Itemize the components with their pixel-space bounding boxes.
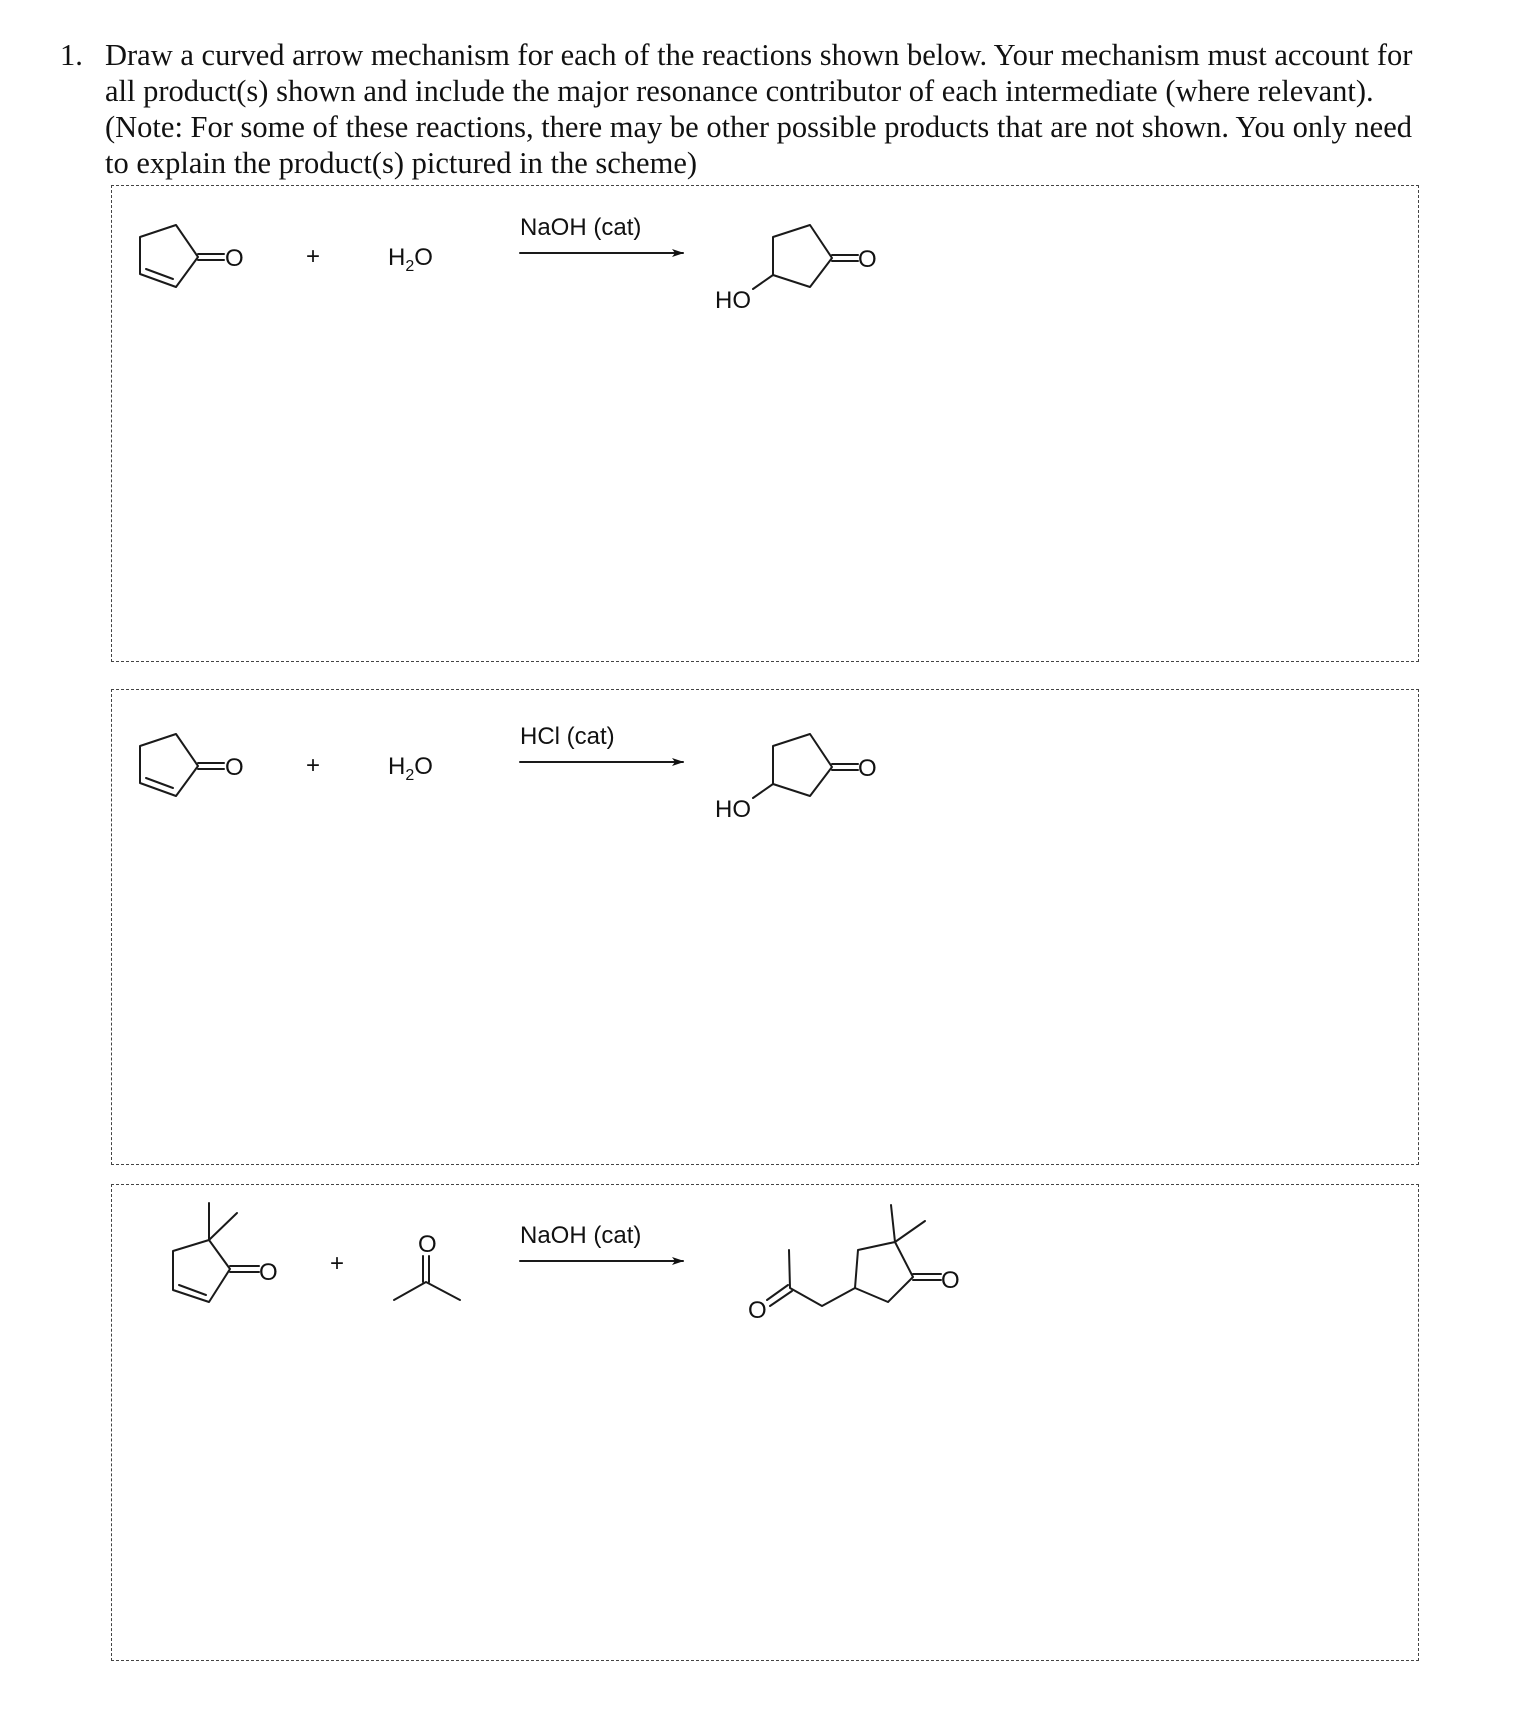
question-line-2: all product(s) shown and include the major resonance contributor of each intermediate (where relevant). — [105, 74, 1374, 108]
oxygen-label: O — [225, 245, 244, 272]
reactant-dimethylcyclopentenone — [173, 1203, 278, 1302]
question-line-4: to explain the product(s) pictured in the scheme) — [105, 146, 698, 180]
plus-sign: + — [306, 243, 321, 270]
svg-text:O: O — [748, 1297, 767, 1324]
reaction-conditions: HCl (cat) — [520, 723, 615, 750]
svg-text:O: O — [858, 246, 877, 273]
reaction-3 — [173, 1203, 960, 1324]
question-number: 1. — [60, 38, 83, 72]
question-line-1: Draw a curved arrow mechanism for each of the reactions shown below. Your mechanism must account for — [105, 38, 1413, 72]
svg-text:HO: HO — [715, 796, 751, 823]
reaction-2 — [140, 723, 877, 823]
svg-text:HO: HO — [715, 287, 751, 314]
svg-text:O: O — [941, 1267, 960, 1294]
plus-sign: + — [330, 1250, 345, 1277]
reaction-conditions: NaOH (cat) — [520, 214, 642, 241]
svg-text:H2O: $H_2O$ — [388, 753, 433, 784]
reactant-cyclopentenone — [140, 734, 244, 796]
svg-text:H2O: $H_2O$ — [388, 244, 433, 275]
reaction-conditions: NaOH (cat) — [520, 1222, 642, 1249]
reactant-water — [388, 244, 433, 275]
reaction-1 — [140, 214, 877, 314]
svg-text:O: O — [418, 1231, 437, 1258]
svg-text:O: O — [259, 1259, 278, 1286]
reactant-water — [388, 753, 433, 784]
svg-text:O: O — [225, 754, 244, 781]
svg-text:O: O — [858, 755, 877, 782]
reactant-cyclopentenone — [140, 225, 244, 287]
product-hydroxycyclopentanone — [715, 734, 877, 823]
product-hydroxycyclopentanone — [715, 225, 877, 314]
reactant-acetone — [394, 1231, 460, 1300]
question-line-3: (Note: For some of these reactions, there may be other possible products that are not shown. You only need — [105, 110, 1412, 144]
plus-sign: + — [306, 752, 321, 779]
product-diketone — [748, 1205, 960, 1324]
